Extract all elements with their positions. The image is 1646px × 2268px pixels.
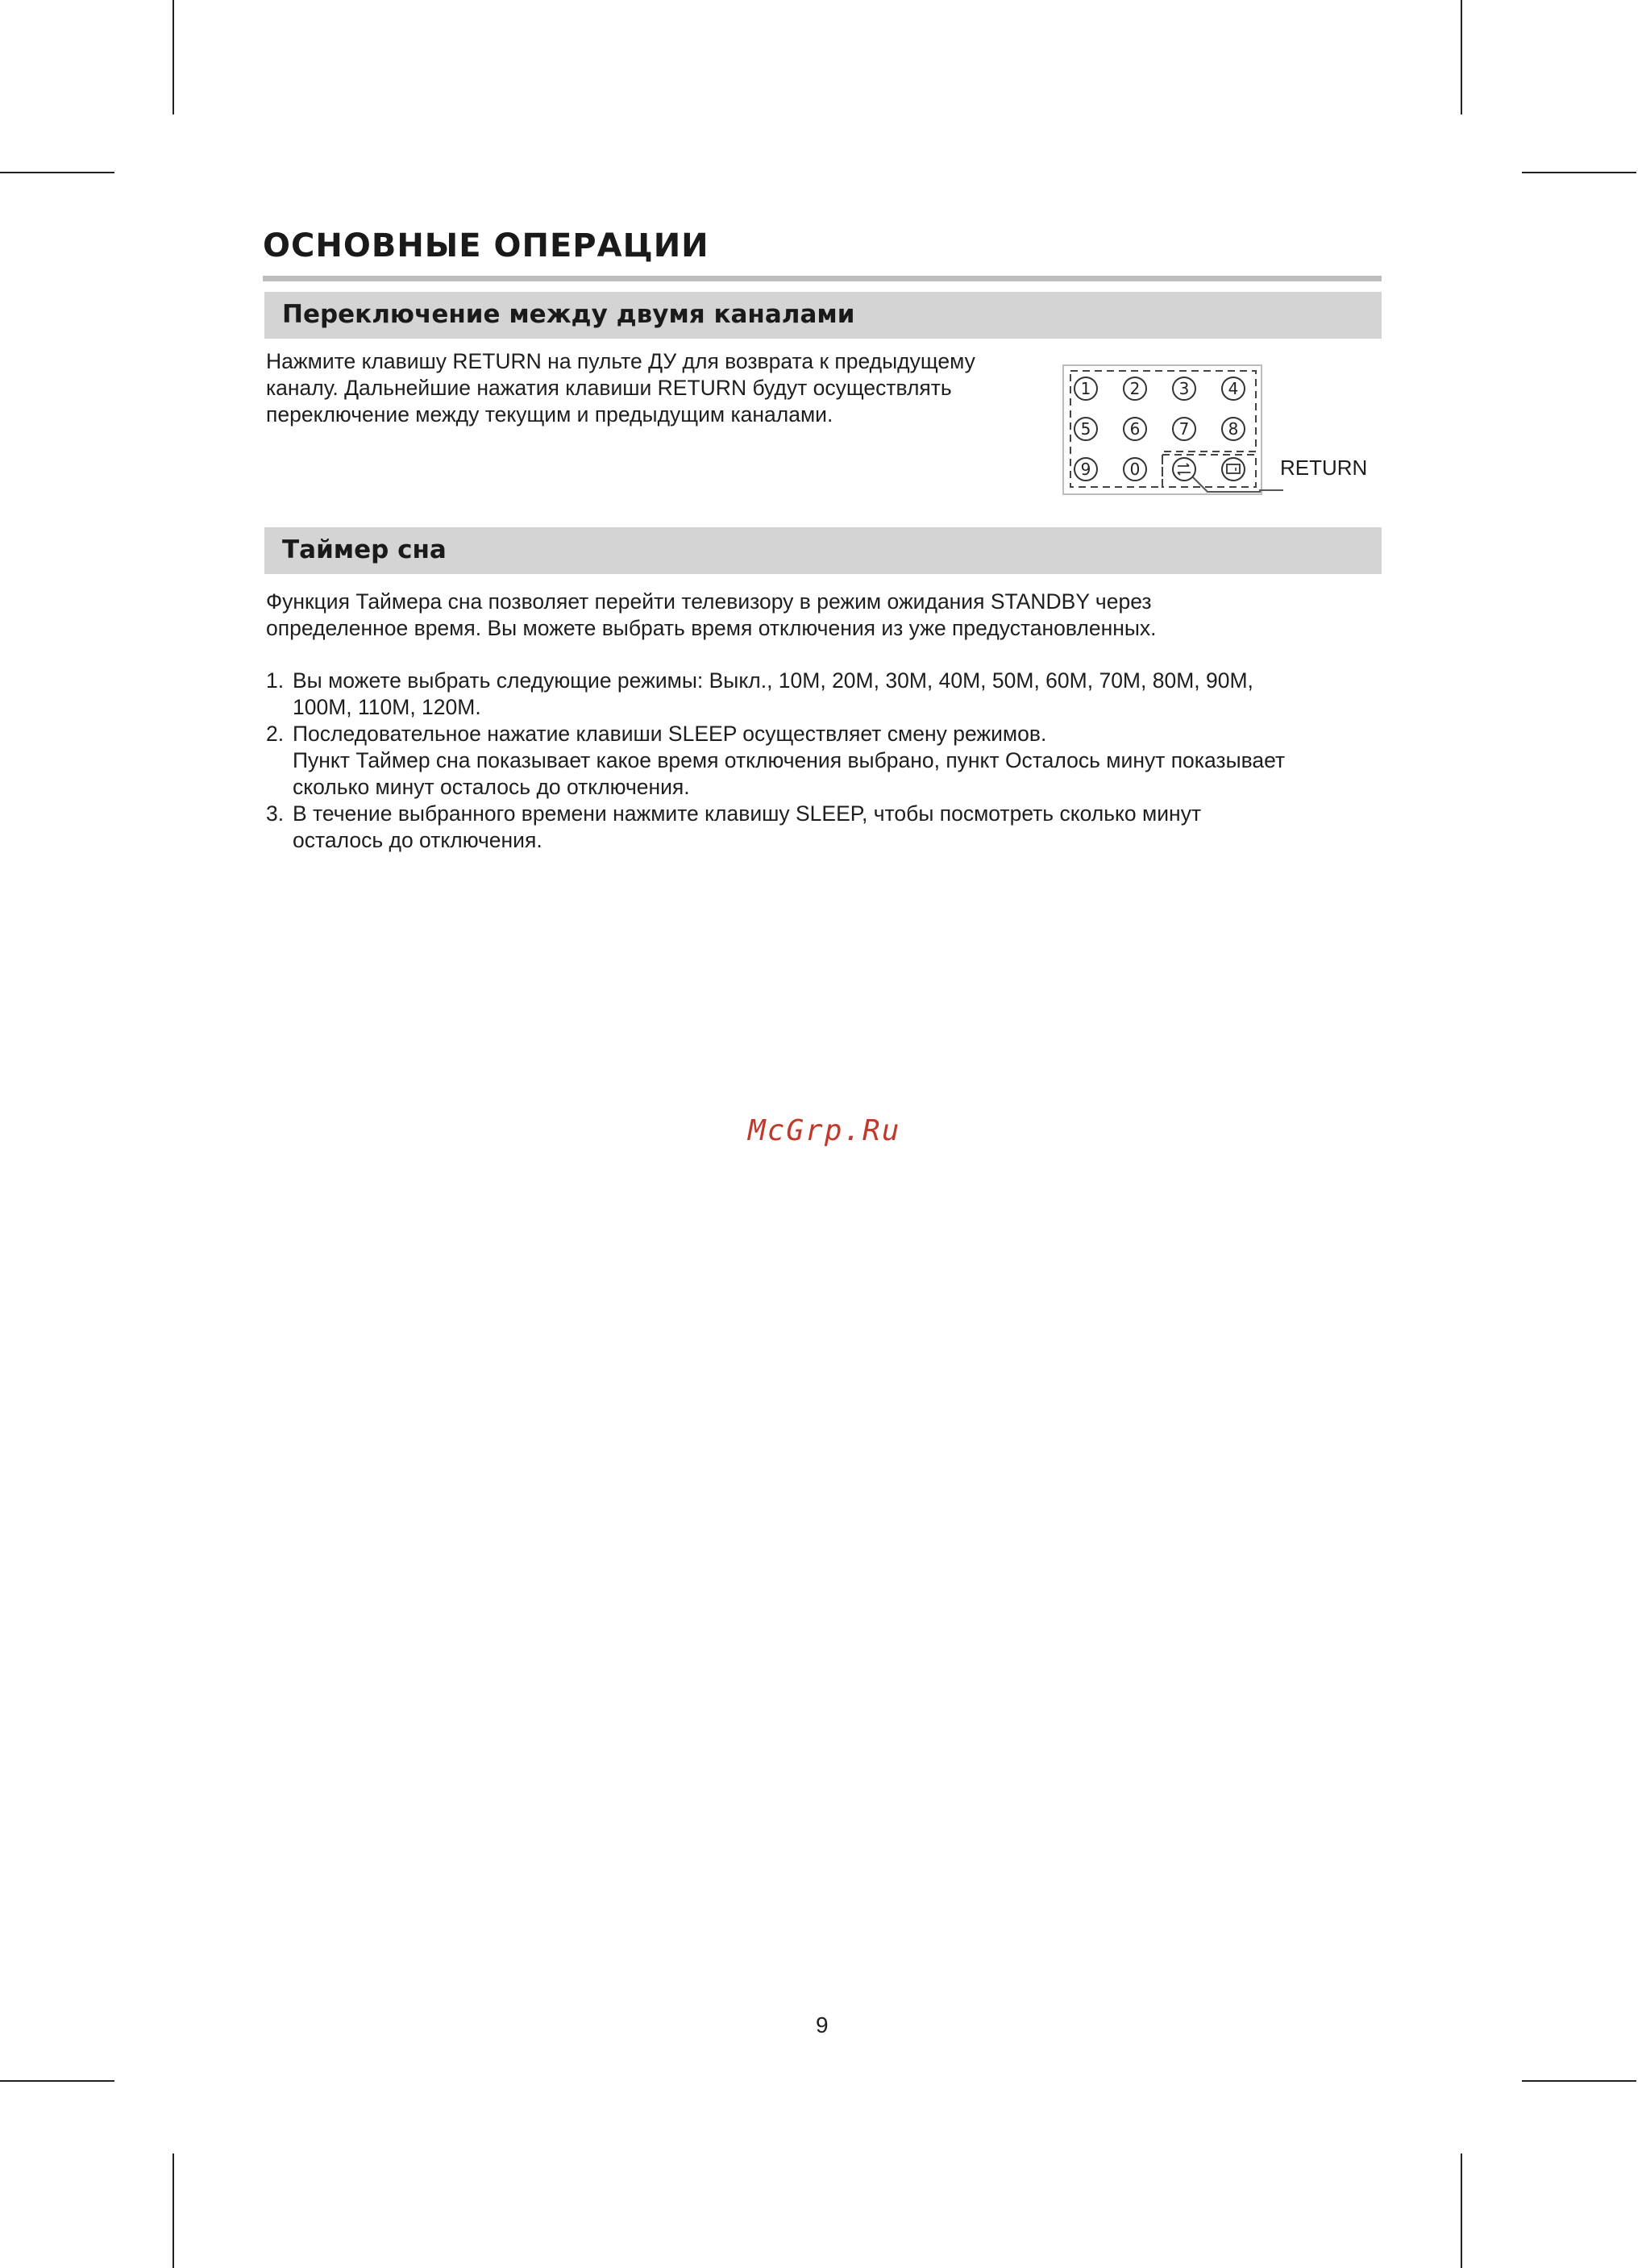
list-item [266, 801, 1395, 854]
section-heading-sleep-timer [264, 527, 1382, 574]
watermark: McGrp.Ru [748, 1114, 901, 1147]
sleep-timer-intro [266, 589, 1395, 642]
key-label: 6 [1129, 419, 1141, 439]
crop-mark [172, 0, 174, 114]
section-heading-text: Переключение между двумя каналами [282, 300, 855, 329]
key-button [1124, 418, 1146, 440]
text-line: В течение выбранного времени нажмите клавишу SLEEP, чтобы посмотреть сколько минут [293, 801, 1202, 826]
crop-mark [1522, 2080, 1636, 2082]
key-button [1074, 418, 1097, 440]
text-line: переключение между текущим и предыдущим каналами. [266, 402, 833, 427]
text-line: Нажмите клавишу RETURN на пульте ДУ для возврата к предыдущему [266, 349, 975, 373]
key-button [1173, 377, 1195, 400]
text-line: Последовательное нажатие клавиши SLEEP осуществляет смену режимов. [293, 722, 1047, 746]
text-line: 100М, 110М, 120М. [293, 695, 481, 719]
text-line: Пункт Таймер сна показывает какое время отключения выбрано, пункт Осталось минут показывает [293, 748, 1286, 772]
key-button [1124, 458, 1146, 481]
remote-keypad-illustration [1062, 364, 1262, 495]
page-number: 9 [816, 2012, 829, 2037]
key-label: 1 [1080, 379, 1091, 398]
crop-mark [0, 172, 114, 173]
info-key-icon [1222, 458, 1245, 481]
list-item [266, 668, 1395, 721]
crop-mark [1461, 2154, 1462, 2268]
text-line: сколько минут осталось до отключения. [293, 775, 690, 799]
key-button [1222, 377, 1245, 400]
key-button [1074, 377, 1097, 400]
title-rule [263, 276, 1382, 281]
key-button [1173, 418, 1195, 440]
return-key-icon [1173, 458, 1195, 481]
list-number: 3. [266, 801, 285, 826]
key-label: 9 [1080, 460, 1091, 479]
key-label: 8 [1228, 419, 1239, 439]
key-label: 3 [1178, 379, 1190, 398]
crop-mark [1522, 172, 1636, 173]
text-line: осталось до отключения. [293, 828, 542, 852]
return-leader-line [1259, 489, 1283, 492]
text-line: Функция Таймера сна позволяет перейти телевизору в режим ожидания STANDBY через [266, 589, 1152, 614]
channel-switch-text [266, 348, 1040, 428]
crop-mark [1461, 0, 1462, 114]
crop-mark [172, 2154, 174, 2268]
key-label: 5 [1080, 419, 1091, 439]
key-label: 0 [1129, 460, 1141, 479]
list-number: 1. [266, 668, 285, 693]
text-line: каналу. Дальнейшие нажатия клавиши RETURN будут осуществлять [266, 376, 952, 400]
key-button [1074, 458, 1097, 481]
sleep-timer-steps [266, 668, 1395, 854]
text-line: определенное время. Вы можете выбрать время отключения из уже предустановленных. [266, 616, 1157, 640]
list-number: 2. [266, 722, 285, 746]
key-label: 7 [1178, 419, 1190, 439]
section-heading-channel-switch [264, 292, 1382, 339]
text-line: Вы можете выбрать следующие режимы: Выкл., 10М, 20М, 30М, 40М, 50М, 60М, 70М, 80М, 90М, [293, 668, 1253, 693]
key-label: 4 [1228, 379, 1239, 398]
crop-mark [0, 2080, 114, 2082]
return-key-label: RETURN [1280, 456, 1368, 480]
key-label: 2 [1129, 379, 1141, 398]
list-item [266, 721, 1395, 801]
key-button [1222, 418, 1245, 440]
section-heading-text: Таймер сна [282, 535, 447, 564]
page-title: ОСНОВНЫЕ ОПЕРАЦИИ [263, 227, 709, 264]
key-button [1124, 377, 1146, 400]
